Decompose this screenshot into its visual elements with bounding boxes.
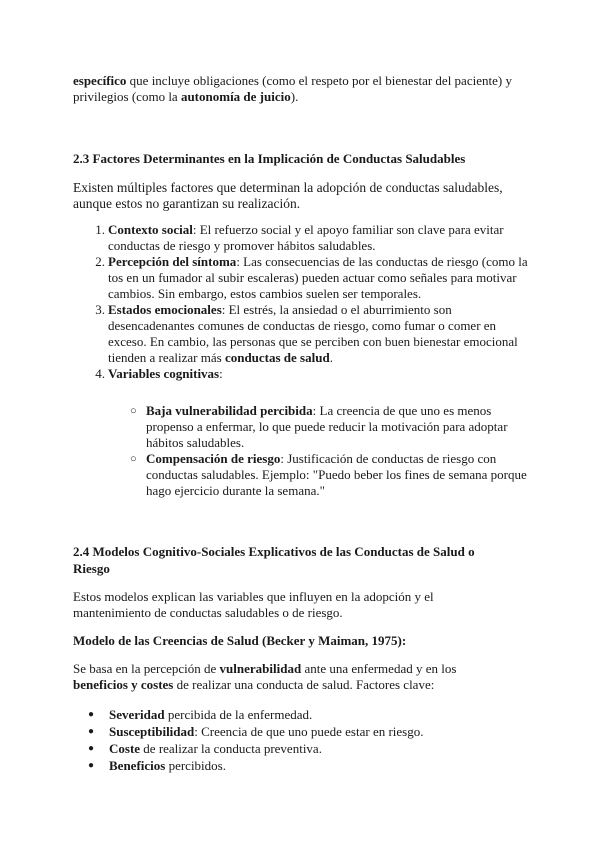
bullet-icon: ● (88, 726, 95, 737)
bold-term: Estados emocionales (108, 302, 222, 317)
text: de realizar la conducta preventiva. (140, 741, 322, 756)
bold-term: Beneficios (109, 758, 166, 773)
list-item (88, 757, 529, 774)
bold-term: Percepción del síntoma (108, 254, 237, 269)
bold-term: Baja vulnerabilidad percibida (146, 403, 313, 418)
bold-term: Coste (109, 741, 141, 756)
section-heading-2-3: 2.3 Factores Determinantes en la Implicación de Conductas Saludables (73, 151, 466, 166)
bullet-icon: ● (88, 760, 95, 771)
bold-term: vulnerabilidad (219, 661, 302, 676)
bold-term: beneficios y costes (73, 677, 174, 692)
text: . (329, 350, 333, 365)
bold-term: Variables cognitivas (108, 366, 220, 381)
text: percibidos. (165, 758, 226, 773)
text: : El estrés, la ansiedad o el aburrimiento son desencadenantes comunes de conductas de riesgo, como fumar o comer en exceso. En cambio, las personas que se perciben con buen bienestar emocional tienden a realizar más (108, 302, 518, 365)
text: : (219, 366, 223, 381)
text: : Creencia de que uno puede estar en riesgo. (194, 724, 424, 739)
list-item (88, 740, 529, 757)
text: que incluye obligaciones (como el respeto por el bienestar del paciente) y privilegios (como la (73, 73, 512, 104)
bold-term: específico (73, 73, 127, 88)
list-number: 4. (95, 366, 105, 381)
list-item (95, 302, 528, 366)
section-heading-2-4: 2.4 Modelos Cognitivo-Sociales Explicativos de las Conductas de Salud o Riesgo (73, 544, 475, 576)
factors-list (95, 222, 528, 382)
list-item (130, 451, 530, 499)
text: ante una enfermedad y en los (301, 661, 457, 676)
text: percibida de la enfermedad. (164, 707, 313, 722)
list-item (95, 222, 528, 254)
bullet-icon: ● (88, 743, 95, 754)
list-number: 3. (95, 302, 105, 317)
bold-term: Contexto social (108, 222, 193, 237)
key-factors-list (88, 706, 529, 774)
text: : Las consecuencias de las conductas de riesgo (como la tos en un fumador al subir escaleras) pueden actuar como señales para motivar cambios. Sin embargo, estos cambios suelen ser temporales. (108, 254, 528, 301)
text: : La creencia de que uno es menos propenso a enfermar, lo que puede reducir la motivación para adoptar hábitos saludables. (146, 403, 508, 450)
list-item (130, 403, 530, 451)
text: : El refuerzo social y el apoyo familiar son clave para evitar conductas de riesgo y promover hábitos saludables. (108, 222, 504, 253)
list-item (95, 254, 528, 302)
list-item (88, 706, 529, 723)
cognitive-sublist (130, 403, 530, 499)
circle-bullet-icon: ○ (130, 453, 137, 465)
model-title: Modelo de las Creencias de Salud (Becker y Maiman, 1975): (73, 633, 407, 648)
circle-bullet-icon: ○ (130, 405, 137, 417)
section-2-3-intro: Existen múltiples factores que determinan la adopción de conductas saludables, aunque estos no garantizan su realización. (73, 180, 503, 211)
section-2-4-intro: Estos modelos explican las variables que influyen en la adopción y el mantenimiento de conductas saludables o de riesgo. (73, 589, 434, 620)
text: Se basa en la percepción de (73, 661, 220, 676)
model-description (73, 661, 503, 693)
list-item (88, 723, 529, 740)
bold-term: Susceptibilidad (109, 724, 195, 739)
bold-term: conductas de salud (224, 350, 330, 365)
list-item (95, 366, 528, 382)
text: de realizar una conducta de salud. Factores clave: (173, 677, 435, 692)
bullet-icon: ● (88, 709, 95, 720)
bold-term: Severidad (109, 707, 165, 722)
list-number: 1. (95, 222, 105, 237)
intro-paragraph (73, 73, 533, 105)
list-number: 2. (95, 254, 105, 269)
text: ). (290, 89, 299, 104)
bold-term: autonomía de juicio (180, 89, 291, 104)
text: : Justificación de conductas de riesgo con conductas saludables. Ejemplo: "Puedo beber los fines de semana porque hago ejercicio durante la semana." (146, 451, 527, 498)
bold-term: Compensación de riesgo (146, 451, 281, 466)
